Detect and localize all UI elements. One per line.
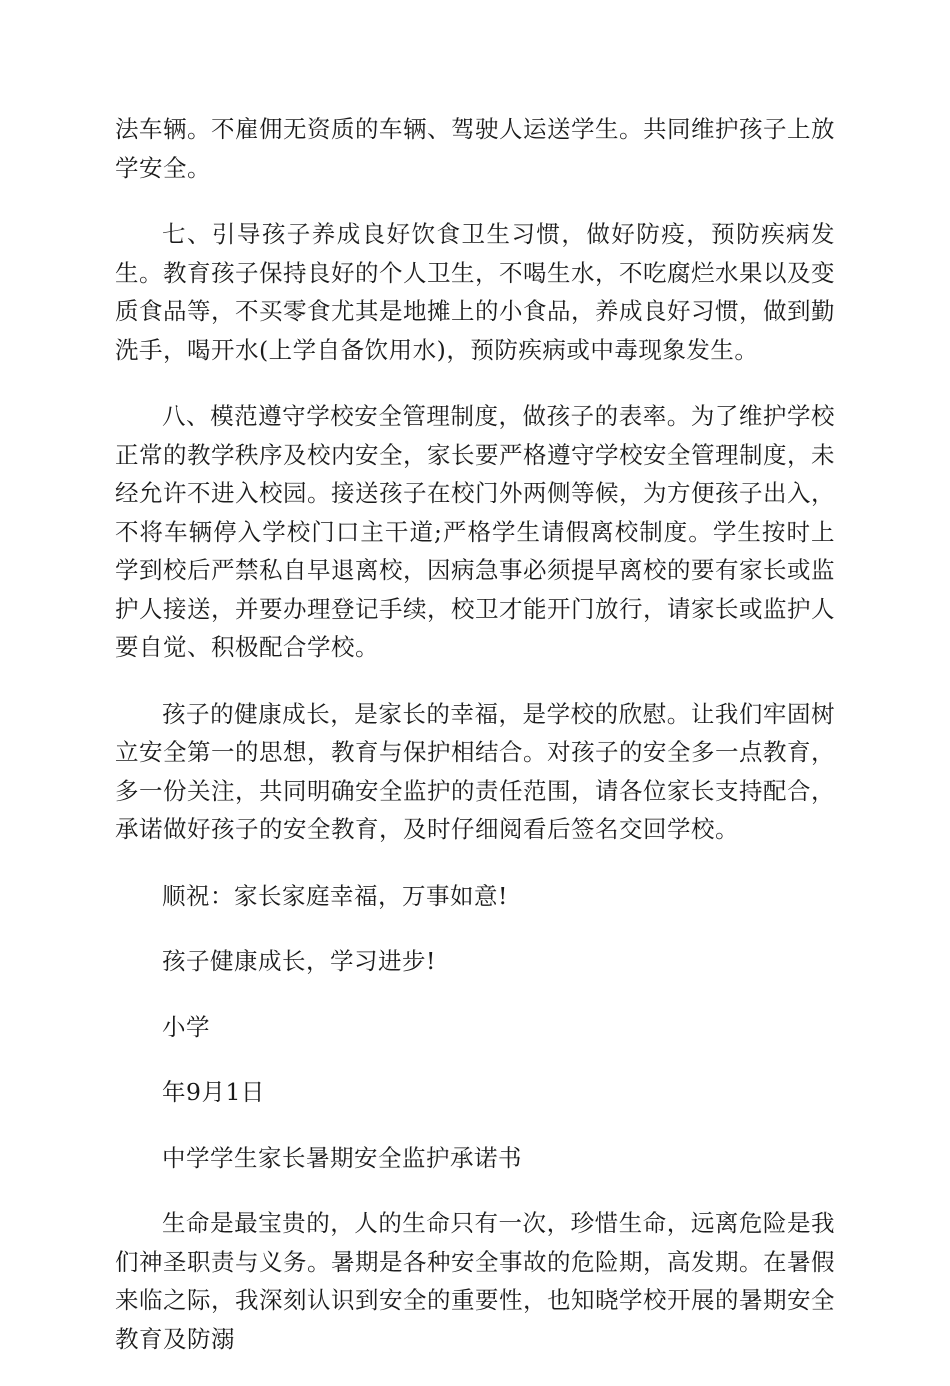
paragraph-next-intro: 生命是最宝贵的，人的生命只有一次，珍惜生命，远离危险是我们神圣职责与义务。暑期是各种安全事故的危险期，高发期。在暑假来临之际，我深刻认识到安全的重要性，也知晓学校开展的暑期安全教育及防溺 bbox=[115, 1209, 835, 1353]
document-body bbox=[115, 110, 835, 1386]
signature-school: 小学 bbox=[162, 1012, 210, 1041]
paragraph-continued: 法车辆。不雇佣无资质的车辆、驾驶人运送学生。共同维护孩子上放学安全。 bbox=[115, 115, 835, 182]
paragraph-item-8: 八、模范遵守学校安全管理制度，做孩子的表率。为了维护学校正常的教学秩序及校内安全，家长要严格遵守学校安全管理制度，未经允许不进入校园。接送孩子在校门外两侧等候，为方便孩子出入，不将车辆停入学校门口主干道;严格学生请假离校制度。学生按时上学到校后严禁私自早退离校，因病急事必须提早离校的要有家长或监护人接送，并要办理登记手续，校卫才能开门放行，请家长或监护人要自觉、积极配合学校。 bbox=[115, 402, 835, 661]
closing-wish-1: 顺祝：家长家庭幸福，万事如意! bbox=[162, 881, 508, 910]
paragraph-item-7: 七、引导孩子养成良好饮食卫生习惯，做好防疫，预防疾病发生。教育孩子保持良好的个人卫生，不喝生水，不吃腐烂水果以及变质食品等，不买零食尤其是地摊上的小食品，养成良好习惯，做到勤洗手，喝开水(上学自备饮用水)，预防疾病或中毒现象发生。 bbox=[115, 220, 835, 364]
section-title: 中学学生家长暑期安全监护承诺书 bbox=[162, 1143, 522, 1172]
signature-date: 年9月1日 bbox=[162, 1078, 265, 1106]
paragraph-conclusion: 孩子的健康成长，是家长的幸福，是学校的欣慰。让我们牢固树立安全第一的思想，教育与保护相结合。对孩子的安全多一点教育，多一份关注，共同明确安全监护的责任范围，请各位家长支持配合，承诺做好孩子的安全教育，及时仔细阅看后签名交回学校。 bbox=[115, 699, 835, 843]
closing-wish-2: 孩子健康成长，学习进步! bbox=[162, 947, 436, 975]
